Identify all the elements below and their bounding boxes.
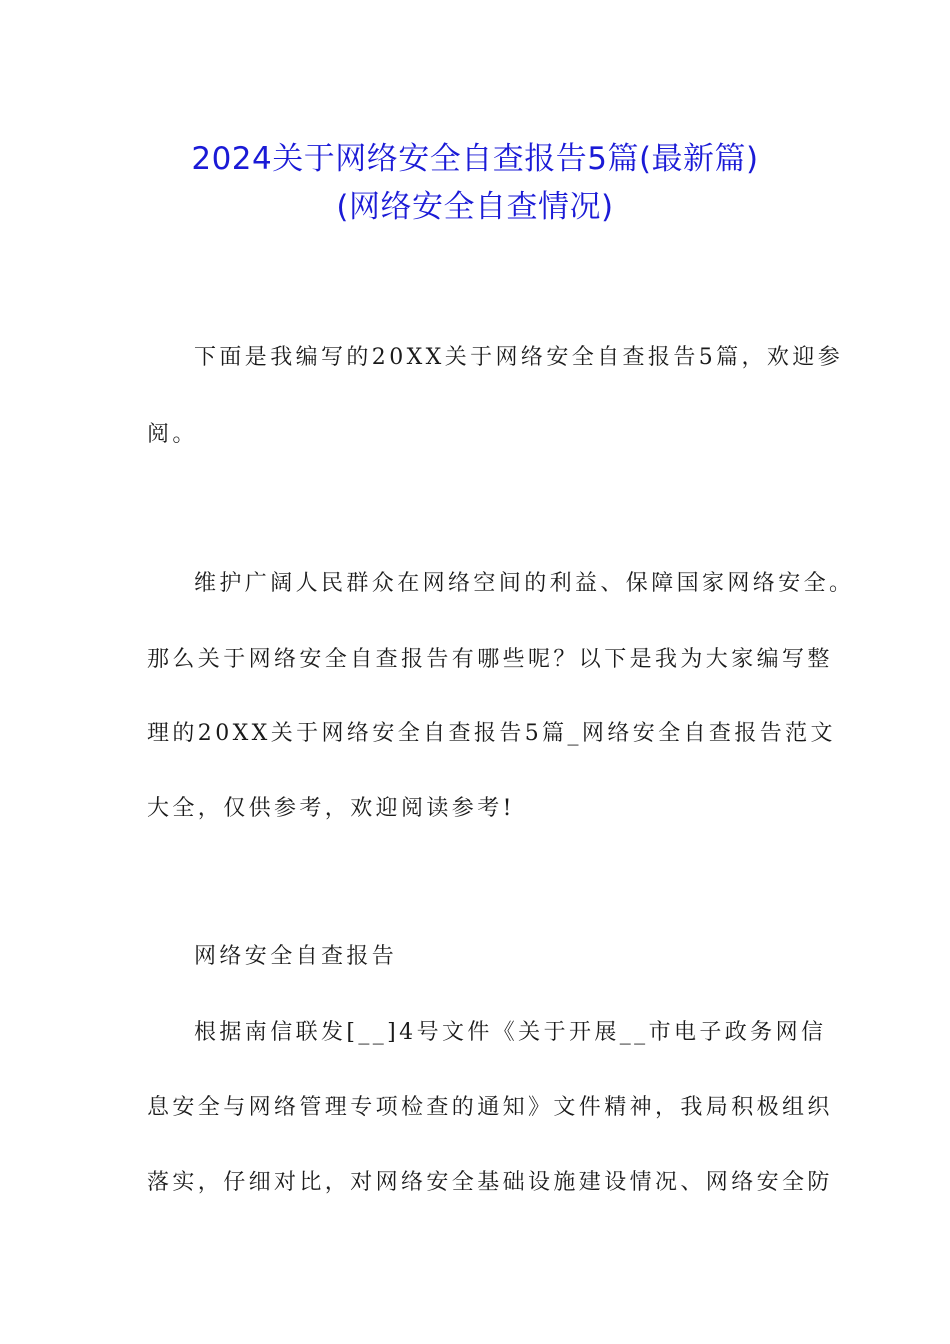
document-title-line-2: (网络安全自查情况): [336, 189, 614, 225]
paragraph-line: 落实，仔细对比，对网络安全基础设施建设情况、网络安全防: [147, 1170, 833, 1195]
paragraph-line: 理的20XX关于网络安全自查报告5篇_网络安全自查报告范文: [147, 721, 836, 746]
paragraph-line: 下面是我编写的20XX关于网络安全自查报告5篇，欢迎参: [194, 345, 844, 370]
paragraph-line: 息安全与网络管理专项检查的通知》文件精神，我局积极组织: [147, 1095, 833, 1120]
paragraph-line: 根据南信联发[__]4号文件《关于开展__市电子政务网信: [194, 1020, 827, 1045]
paragraph-line: 阅。: [147, 422, 198, 447]
paragraph-line: 维护广阔人民群众在网络空间的利益、保障国家网络安全。: [194, 571, 855, 596]
document-title-line-1: 2024关于网络安全自查报告5篇(最新篇): [191, 141, 759, 177]
paragraph-line: 那么关于网络安全自查报告有哪些呢？以下是我为大家编写整: [147, 647, 833, 672]
section-heading: 网络安全自查报告: [194, 944, 398, 969]
paragraph-line: 大全，仅供参考，欢迎阅读参考!: [147, 796, 515, 821]
